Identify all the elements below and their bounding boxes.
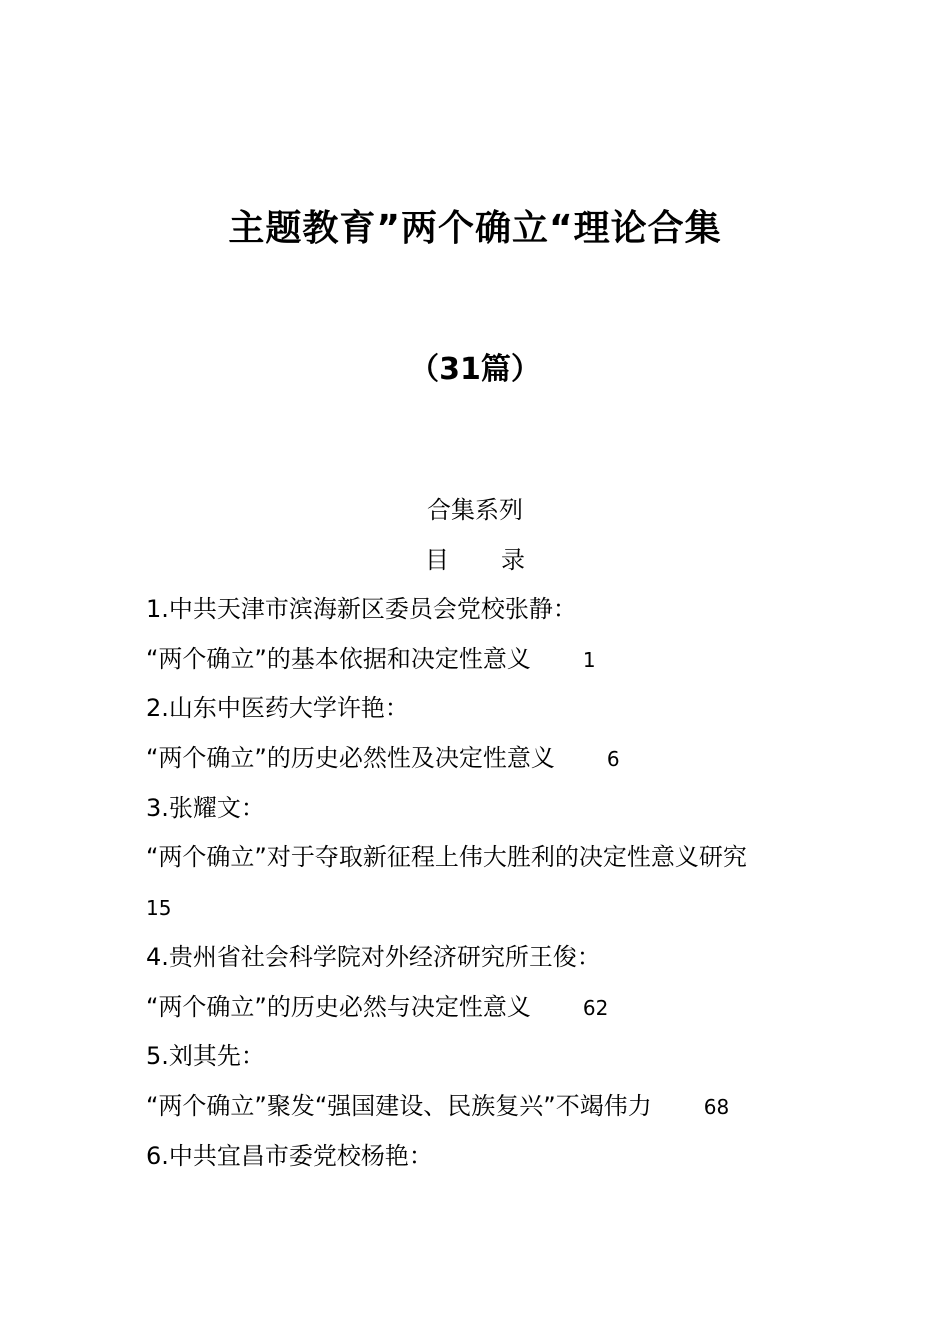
toc-article-title: “两个确立”的历史必然与决定性意义: [146, 992, 531, 1021]
toc-page-number: 1: [582, 647, 596, 672]
document-subtitle: （31篇）: [409, 352, 541, 387]
toc-entry-heading: 5.刘其先：: [146, 1042, 265, 1071]
toc-entry-article: [146, 740, 846, 790]
toc-entry-article: [146, 989, 846, 1039]
toc-page-number: 62: [582, 995, 609, 1020]
toc-heading-right: 录: [501, 546, 525, 574]
toc-entry-heading: 2.山东中医药大学许艳：: [146, 694, 409, 723]
table-of-contents: [146, 591, 846, 1187]
toc-entry-article: [146, 641, 846, 691]
toc-page-number: 15: [146, 896, 172, 921]
toc-entry-article: “两个确立”对于夺取新征程上伟大胜利的决定性意义研究: [146, 843, 747, 872]
toc-entry-article: [146, 1088, 846, 1138]
toc-entry-heading: 4.贵州省社会科学院对外经济研究所王俊：: [146, 942, 601, 971]
series-label: 合集系列: [427, 496, 523, 524]
toc-article-title: “两个确立”的历史必然性及决定性意义: [146, 744, 555, 773]
toc-heading: [0, 542, 950, 578]
toc-entry-page-line: [146, 889, 846, 939]
toc-entry-heading: 3.张耀文：: [146, 793, 265, 822]
toc-entry-heading: 1.中共天津市滨海新区委员会党校张静：: [146, 595, 577, 623]
toc-page-number: 68: [703, 1094, 730, 1119]
toc-entry-heading: 6.中共宜昌市委党校杨艳：: [146, 1141, 433, 1170]
toc-article-title: “两个确立”的基本依据和决定性意义: [146, 644, 531, 673]
toc-article-title: “两个确立”聚发“强国建设、民族复兴”不竭伟力: [146, 1091, 652, 1120]
toc-page-number: 6: [606, 747, 620, 772]
toc-heading-left: 目: [425, 546, 449, 574]
document-title: 主题教育”两个确立“理论合集: [228, 208, 722, 249]
